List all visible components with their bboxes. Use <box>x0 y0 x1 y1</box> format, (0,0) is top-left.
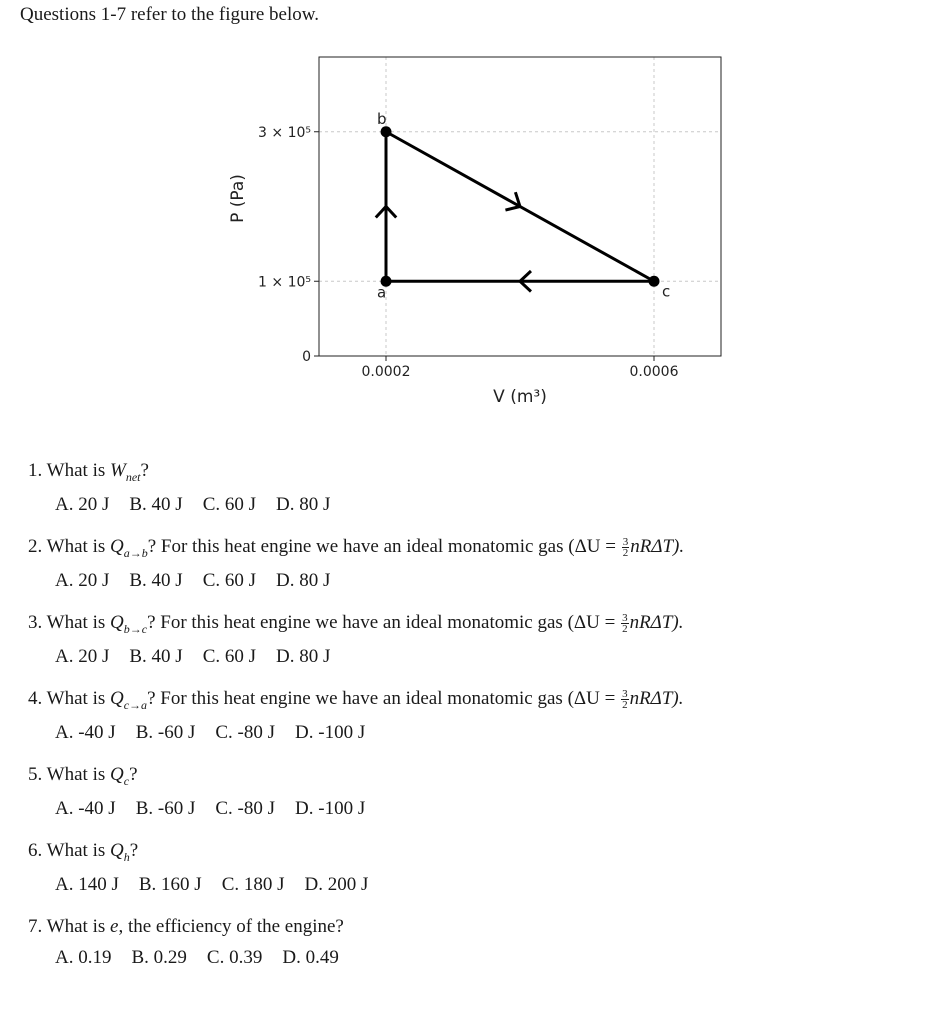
y-axis-label: P (Pa) <box>228 174 248 223</box>
question-text: What is <box>46 460 110 481</box>
y-tick-label: 3 × 10⁵ <box>258 124 311 141</box>
question-text: What is <box>46 916 110 937</box>
answer-option[interactable]: D. 80 J <box>276 569 331 591</box>
answer-option[interactable]: C. -80 J <box>215 721 276 743</box>
question-text: What is <box>46 536 110 557</box>
fraction-denominator: 2 <box>622 699 628 712</box>
question-text-end: ? <box>129 764 138 785</box>
question-1 <box>28 460 350 516</box>
question-4 <box>28 688 683 744</box>
fraction-numerator: 3 <box>622 688 628 701</box>
y-tick-label: 1 × 10⁵ <box>258 274 311 291</box>
question-number: 4. <box>28 688 43 709</box>
fraction-numerator: 3 <box>622 612 628 625</box>
fraction <box>621 613 629 634</box>
fraction-denominator: 2 <box>622 623 628 636</box>
question-stem <box>28 916 359 938</box>
fraction <box>622 537 630 558</box>
formula-rest: nRΔT). <box>629 688 684 709</box>
question-stem <box>28 840 388 865</box>
question-number: 1. <box>28 460 43 481</box>
answer-options <box>55 646 683 668</box>
question-text-end: ? For this heat engine we have an ideal monatomic gas (ΔU = <box>147 612 621 633</box>
answer-option[interactable]: A. 0.19 <box>55 947 112 968</box>
math-subscript: b→c <box>123 621 148 636</box>
math-symbol: e <box>110 916 119 937</box>
question-stem <box>28 460 350 485</box>
math-symbol: W <box>110 460 126 481</box>
x-tick-label: 0.0006 <box>629 364 679 380</box>
answer-option[interactable]: A. 20 J <box>55 569 110 591</box>
math-subscript: net <box>125 469 141 484</box>
answer-option[interactable]: B. -60 J <box>135 721 196 743</box>
question-number: 3. <box>28 612 43 633</box>
question-stem <box>28 612 683 637</box>
state-point-b <box>381 126 392 137</box>
formula-rest: nRΔT). <box>629 612 684 633</box>
answer-option[interactable]: C. 60 J <box>202 493 257 515</box>
answer-option[interactable]: C. 0.39 <box>206 947 263 968</box>
answer-options <box>55 947 359 969</box>
math-subscript: h <box>123 849 130 864</box>
answer-option[interactable]: C. 180 J <box>221 873 285 895</box>
answer-option[interactable]: C. -80 J <box>215 797 276 819</box>
answer-options <box>55 722 683 744</box>
question-text: What is <box>46 688 110 709</box>
question-number: 7. <box>28 916 43 937</box>
answer-option[interactable]: A. 20 J <box>55 493 110 515</box>
question-5 <box>28 764 385 820</box>
question-number: 2. <box>28 536 43 557</box>
question-7 <box>28 916 359 969</box>
fraction <box>621 689 629 710</box>
math-subscript: c <box>123 773 130 788</box>
answer-option[interactable]: B. 40 J <box>129 493 183 515</box>
question-stem <box>28 764 385 789</box>
answer-options <box>55 494 350 516</box>
answer-option[interactable]: C. 60 J <box>202 645 257 667</box>
answer-option[interactable]: D. 80 J <box>276 493 331 515</box>
answer-option[interactable]: D. -100 J <box>295 797 366 819</box>
answer-option[interactable]: D. 80 J <box>276 645 331 667</box>
math-subscript: a→b <box>123 545 148 560</box>
answer-option[interactable]: B. 40 J <box>129 569 183 591</box>
answer-option[interactable]: A. 20 J <box>55 645 110 667</box>
state-point-c <box>649 276 660 287</box>
formula-rest: nRΔT). <box>630 536 685 557</box>
question-number: 5. <box>28 764 43 785</box>
question-2 <box>28 536 684 592</box>
x-tick-label: 0.0002 <box>361 364 411 380</box>
pv-diagram <box>0 0 937 420</box>
math-symbol: Q <box>110 764 124 785</box>
question-3 <box>28 612 683 668</box>
math-symbol: Q <box>110 612 124 633</box>
answer-options <box>55 570 684 592</box>
answer-option[interactable]: A. -40 J <box>55 721 116 743</box>
answer-option[interactable]: D. 200 J <box>304 873 369 895</box>
question-text-end: , the efficiency of the engine? <box>118 916 344 937</box>
question-6 <box>28 840 388 896</box>
fraction-numerator: 3 <box>622 536 629 549</box>
answer-option[interactable]: D. -100 J <box>295 721 366 743</box>
answer-option[interactable]: B. -60 J <box>135 797 196 819</box>
fraction-denominator: 2 <box>622 547 629 560</box>
question-text-end: ? For this heat engine we have an ideal monatomic gas (ΔU = <box>147 536 621 557</box>
question-text: What is <box>46 840 110 861</box>
answer-option[interactable]: C. 60 J <box>202 569 257 591</box>
question-stem <box>28 536 684 561</box>
answer-option[interactable]: D. 0.49 <box>282 947 339 968</box>
math-symbol: Q <box>110 688 124 709</box>
answer-option[interactable]: B. 0.29 <box>131 947 187 968</box>
question-text: What is <box>46 612 110 633</box>
question-text-end: ? <box>140 460 149 481</box>
answer-option[interactable]: B. 160 J <box>138 873 202 895</box>
math-subscript: c→a <box>123 697 148 712</box>
state-label-c: c <box>662 282 671 301</box>
answer-option[interactable]: B. 40 J <box>129 645 183 667</box>
question-number: 6. <box>28 840 43 861</box>
question-text-end: ? For this heat engine we have an ideal monatomic gas (ΔU = <box>147 688 621 709</box>
state-label-b: b <box>377 109 387 128</box>
intro-text: Questions 1-7 refer to the figure below. <box>20 4 319 25</box>
x-axis-label: V (m³) <box>493 387 547 407</box>
question-text-end: ? <box>129 840 139 861</box>
answer-options <box>55 798 385 820</box>
answer-option[interactable]: A. 140 J <box>55 873 119 895</box>
math-symbol: Q <box>110 536 124 557</box>
question-stem <box>28 688 683 713</box>
math-symbol: Q <box>110 840 124 861</box>
state-label-a: a <box>377 283 387 302</box>
answer-options <box>55 874 388 896</box>
y-tick-label: 0 <box>302 349 311 365</box>
answer-option[interactable]: A. -40 J <box>55 797 116 819</box>
question-text: What is <box>46 764 110 785</box>
